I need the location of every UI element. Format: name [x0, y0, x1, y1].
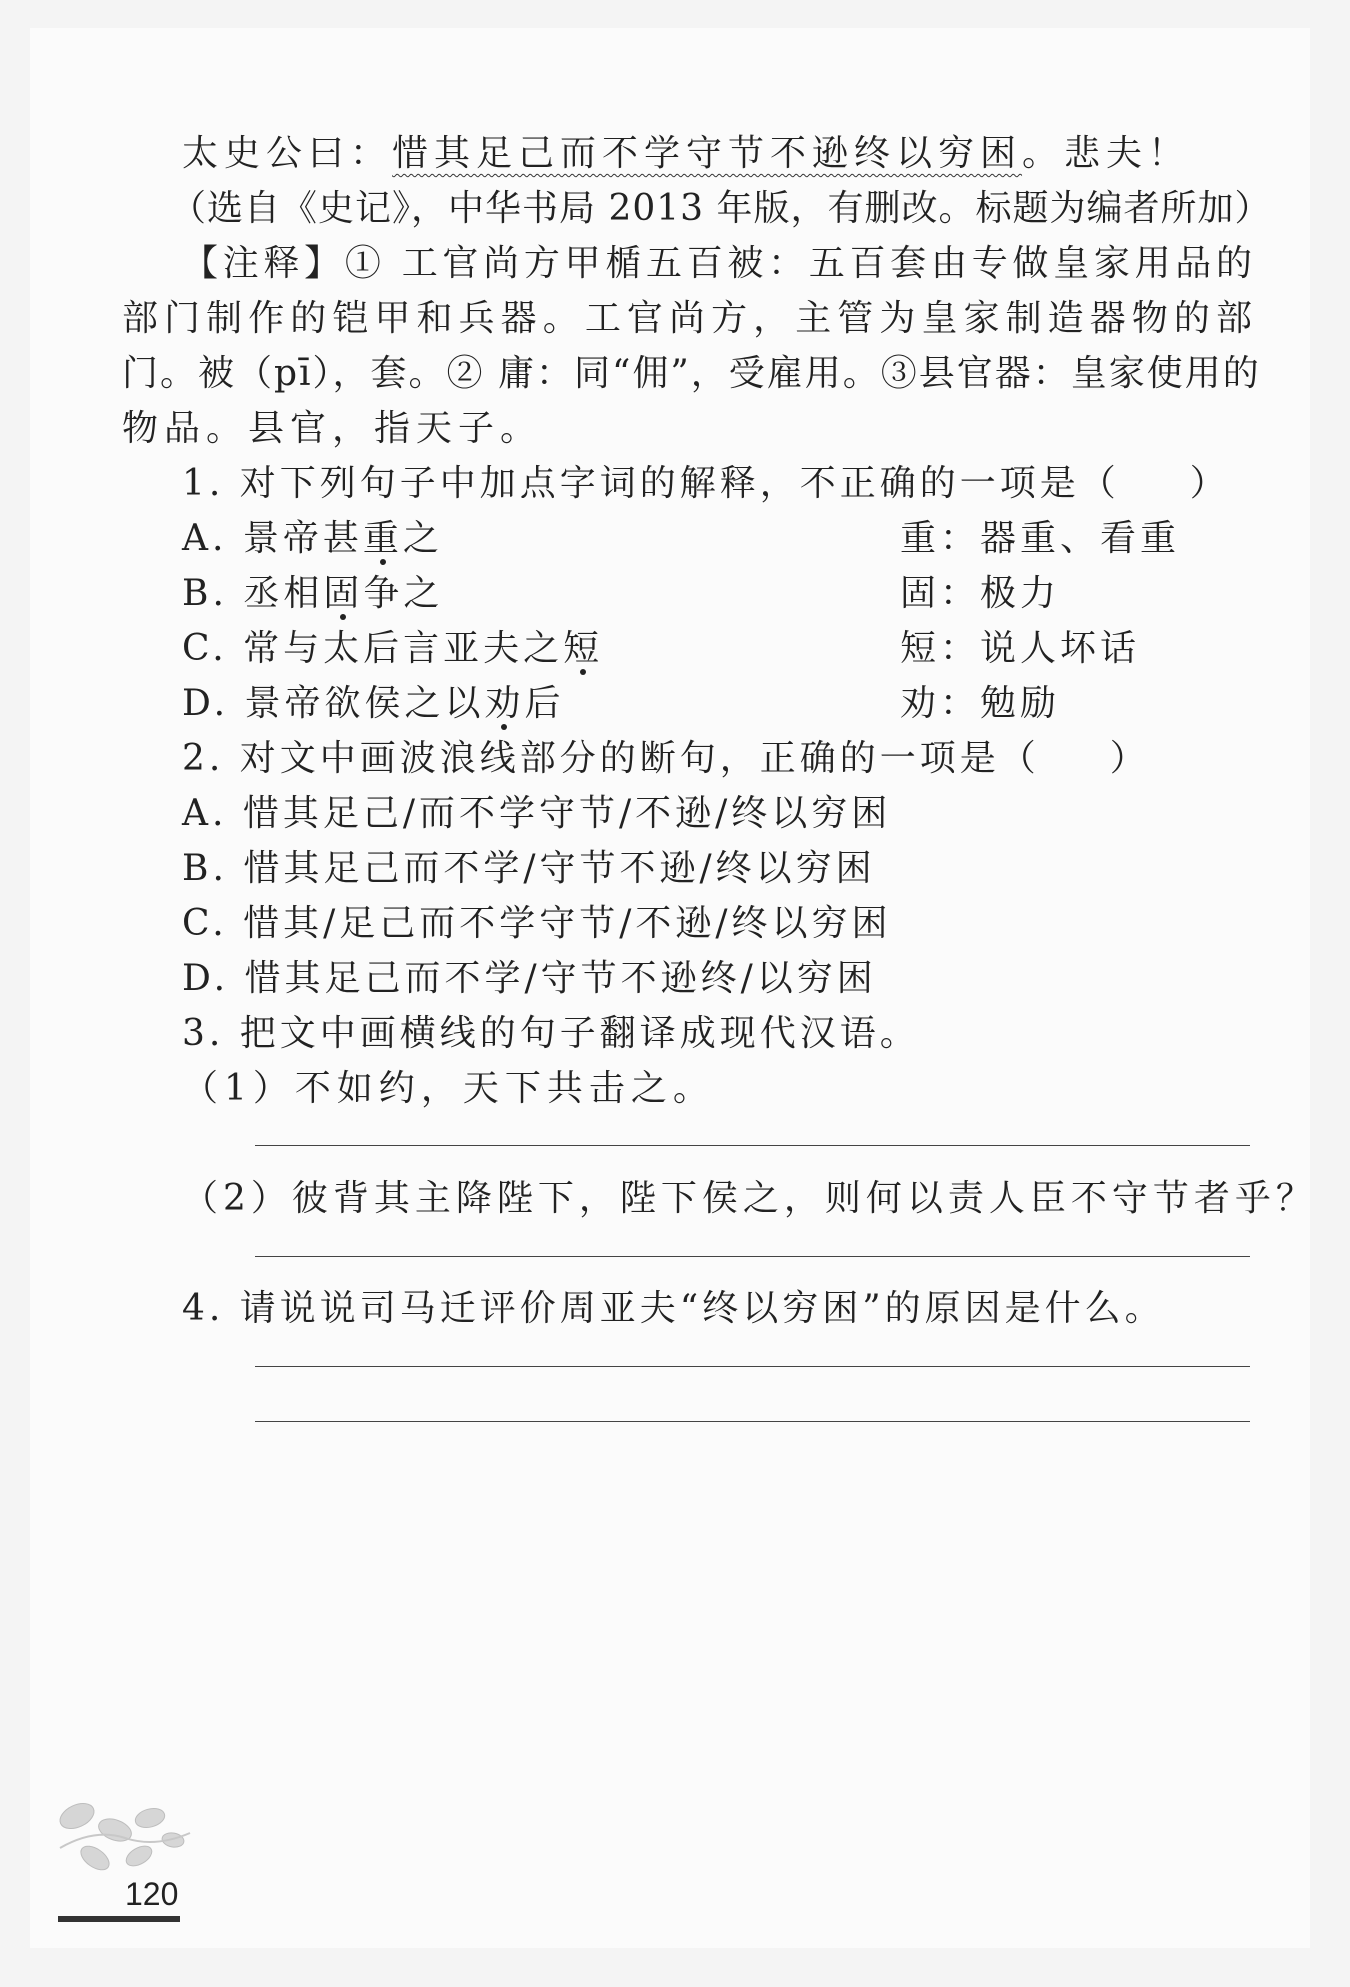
q1-option-c-gloss: 短：说人坏话 — [900, 628, 1141, 669]
page-number: 120 — [125, 1876, 179, 1912]
q2-option-b: B. 惜其足己而不学/守节不逊/终以穷困 — [182, 848, 876, 889]
q2-option-c: C. 惜其/足己而不学守节/不逊/终以穷困 — [182, 903, 892, 944]
answer-line-4-1[interactable] — [255, 1366, 1250, 1367]
notes-line-1: 【注释】① 工官尚方甲楯五百被：五百套由专做皇家用品的 — [182, 243, 1254, 284]
q1-option-c: C. 常与太后言亚夫之短 短：说人坏话 — [182, 623, 1252, 675]
notes-line-3: 门。被（pī），套。② 庸：同“佣”，受雇用。③县官器：皇家使用的 — [122, 353, 1261, 394]
question-2-stem: 2. 对文中画波浪线部分的断句，正确的一项是（ ） — [182, 738, 1150, 779]
workbook-page — [30, 28, 1317, 1948]
dotted-word: 劝 — [484, 683, 525, 724]
question-3-stem: 3. 把文中画横线的句子翻译成现代汉语。 — [182, 1013, 920, 1054]
leaf-decoration-icon — [55, 1788, 195, 1888]
q1-option-b-gloss: 固：极力 — [900, 573, 1061, 614]
answer-line-3-1[interactable] — [255, 1145, 1250, 1146]
question-4-stem: 4. 请说说司马迁评价周亚夫“终以穷困”的原因是什么。 — [182, 1288, 1165, 1329]
q2-option-a: A. 惜其足己/而不学守节/不逊/终以穷困 — [182, 793, 892, 834]
passage-ending: 太史公曰：惜其足己而不学守节不逊终以穷困。悲夫！ — [182, 133, 1191, 174]
q1-option-a: A. 景帝甚重之 重：器重、看重 — [182, 513, 1252, 565]
source-note: （选自《史记》，中华书局 2013 年版，有删改。标题为编者所加） — [170, 188, 1272, 229]
dotted-word: 固 — [323, 573, 364, 614]
page-number-bar — [58, 1916, 180, 1922]
question-1-stem: 1. 对下列句子中加点字词的解释，不正确的一项是（ ） — [182, 463, 1230, 504]
q1-option-d: D. 景帝欲侯之以劝后 劝：勉励 — [182, 678, 1252, 730]
question-3-sub-1: （1）不如约，天下共击之。 — [182, 1068, 715, 1109]
answer-line-4-2[interactable] — [255, 1421, 1250, 1422]
q2-option-d: D. 惜其足己而不学/守节不逊终/以穷困 — [182, 958, 877, 999]
answer-line-3-2[interactable] — [255, 1256, 1250, 1257]
q1-option-a-gloss: 重：器重、看重 — [900, 518, 1181, 559]
q1-option-b: B. 丞相固争之 固：极力 — [182, 568, 1252, 620]
notes-line-2: 部门制作的铠甲和兵器。工官尚方，主管为皇家制造器物的部 — [122, 298, 1254, 339]
q1-option-d-gloss: 劝：勉励 — [900, 683, 1061, 724]
dotted-word: 短 — [563, 628, 604, 669]
question-3-sub-2: （2）彼背其主降陛下，陛下侯之，则何以责人臣不守节者乎？ — [182, 1178, 1317, 1219]
dotted-word: 重 — [362, 518, 403, 559]
notes-line-4: 物品。县官，指天子。 — [122, 408, 543, 449]
wavy-underlined-sentence: 惜其足己而不学守节不逊终以穷困 — [392, 133, 1023, 174]
